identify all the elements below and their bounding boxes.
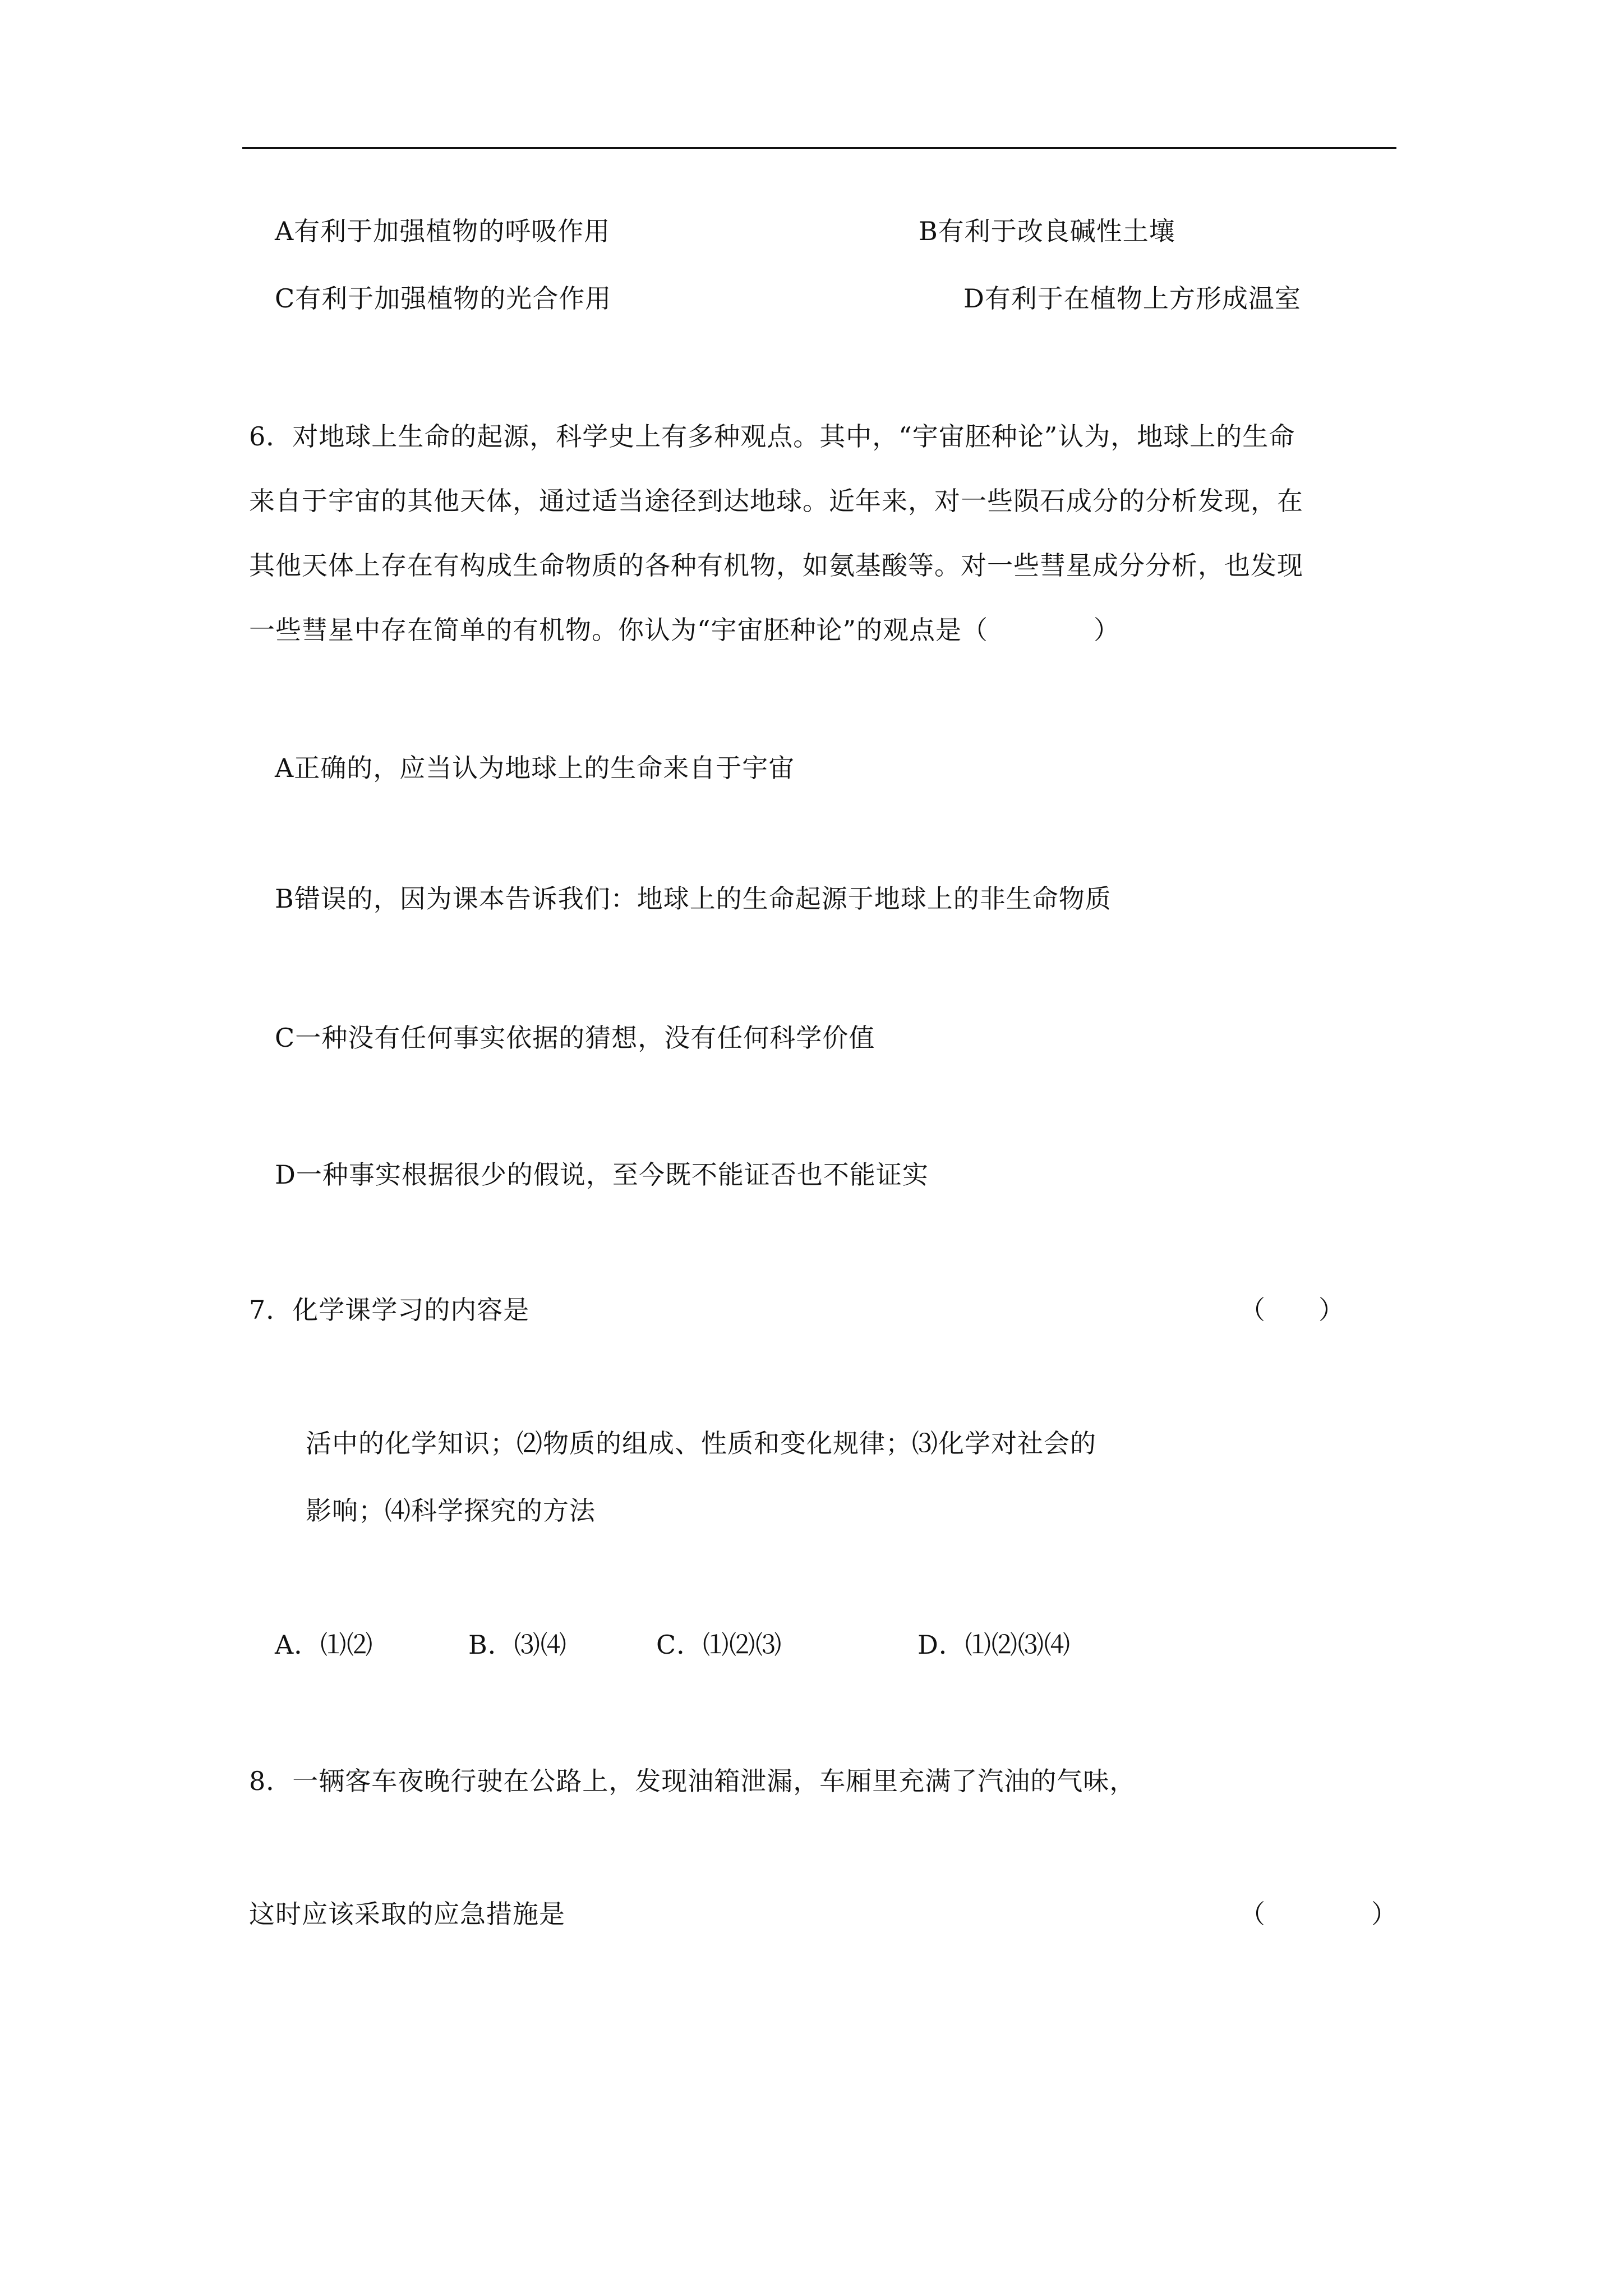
q7-stem: 7．化学课学习的内容是: [249, 1295, 530, 1325]
q7-option-b: B．⑶⑷: [468, 1630, 567, 1660]
q7-content-line-2: 影响；⑷科学探究的方法: [306, 1496, 596, 1526]
q5-option-c: C有利于加强植物的光合作用: [275, 283, 612, 314]
q5-option-d: D有利于在植物上方形成温室: [963, 283, 1301, 314]
q5-option-b: B有利于改良碱性土壤: [919, 216, 1175, 246]
q8-answer-paren: （ ）: [1239, 1899, 1398, 1929]
q7-content-line-1: 活中的化学知识；⑵物质的组成、性质和变化规律；⑶化学对社会的: [306, 1428, 1096, 1458]
q6-option-d: D一种事实根据很少的假说，至今既不能证否也不能证实: [275, 1159, 929, 1190]
q7-option-c: C．⑴⑵⑶: [656, 1630, 782, 1660]
q6-option-b: B错误的，因为课本告诉我们：地球上的生命起源于地球上的非生命物质: [275, 884, 1112, 914]
q5-option-a: A有利于加强植物的呼吸作用: [275, 216, 611, 246]
q6-stem-line-1: 6．对地球上生命的起源，科学史上有多种观点。其中，“宇宙胚种论”认为，地球上的生命: [249, 421, 1295, 452]
header-rule: [242, 147, 1396, 149]
q6-stem-line-4: 一些彗星中存在简单的有机物。你认为“宇宙胚种论”的观点是（ ）: [249, 615, 1121, 645]
q6-option-a: A正确的，应当认为地球上的生命来自于宇宙: [275, 753, 795, 783]
q8-stem-line-1: 8．一辆客车夜晚行驶在公路上，发现油箱泄漏，车厢里充满了汽油的气味，: [249, 1766, 1136, 1796]
q7-option-d: D．⑴⑵⑶⑷: [917, 1630, 1071, 1660]
q7-answer-paren: （ ）: [1239, 1295, 1345, 1325]
q8-stem-line-2: 这时应该采取的应急措施是: [249, 1899, 565, 1929]
q7-option-a: A．⑴⑵: [275, 1630, 374, 1660]
q6-option-c: C一种没有任何事实依据的猜想，没有任何科学价值: [275, 1023, 875, 1053]
q6-stem-line-3: 其他天体上存在有构成生命物质的各种有机物，如氨基酸等。对一些彗星成分分析，也发现: [249, 550, 1303, 581]
q6-stem-line-2: 来自于宇宙的其他天体，通过适当途径到达地球。近年来，对一些陨石成分的分析发现，在: [249, 486, 1303, 516]
